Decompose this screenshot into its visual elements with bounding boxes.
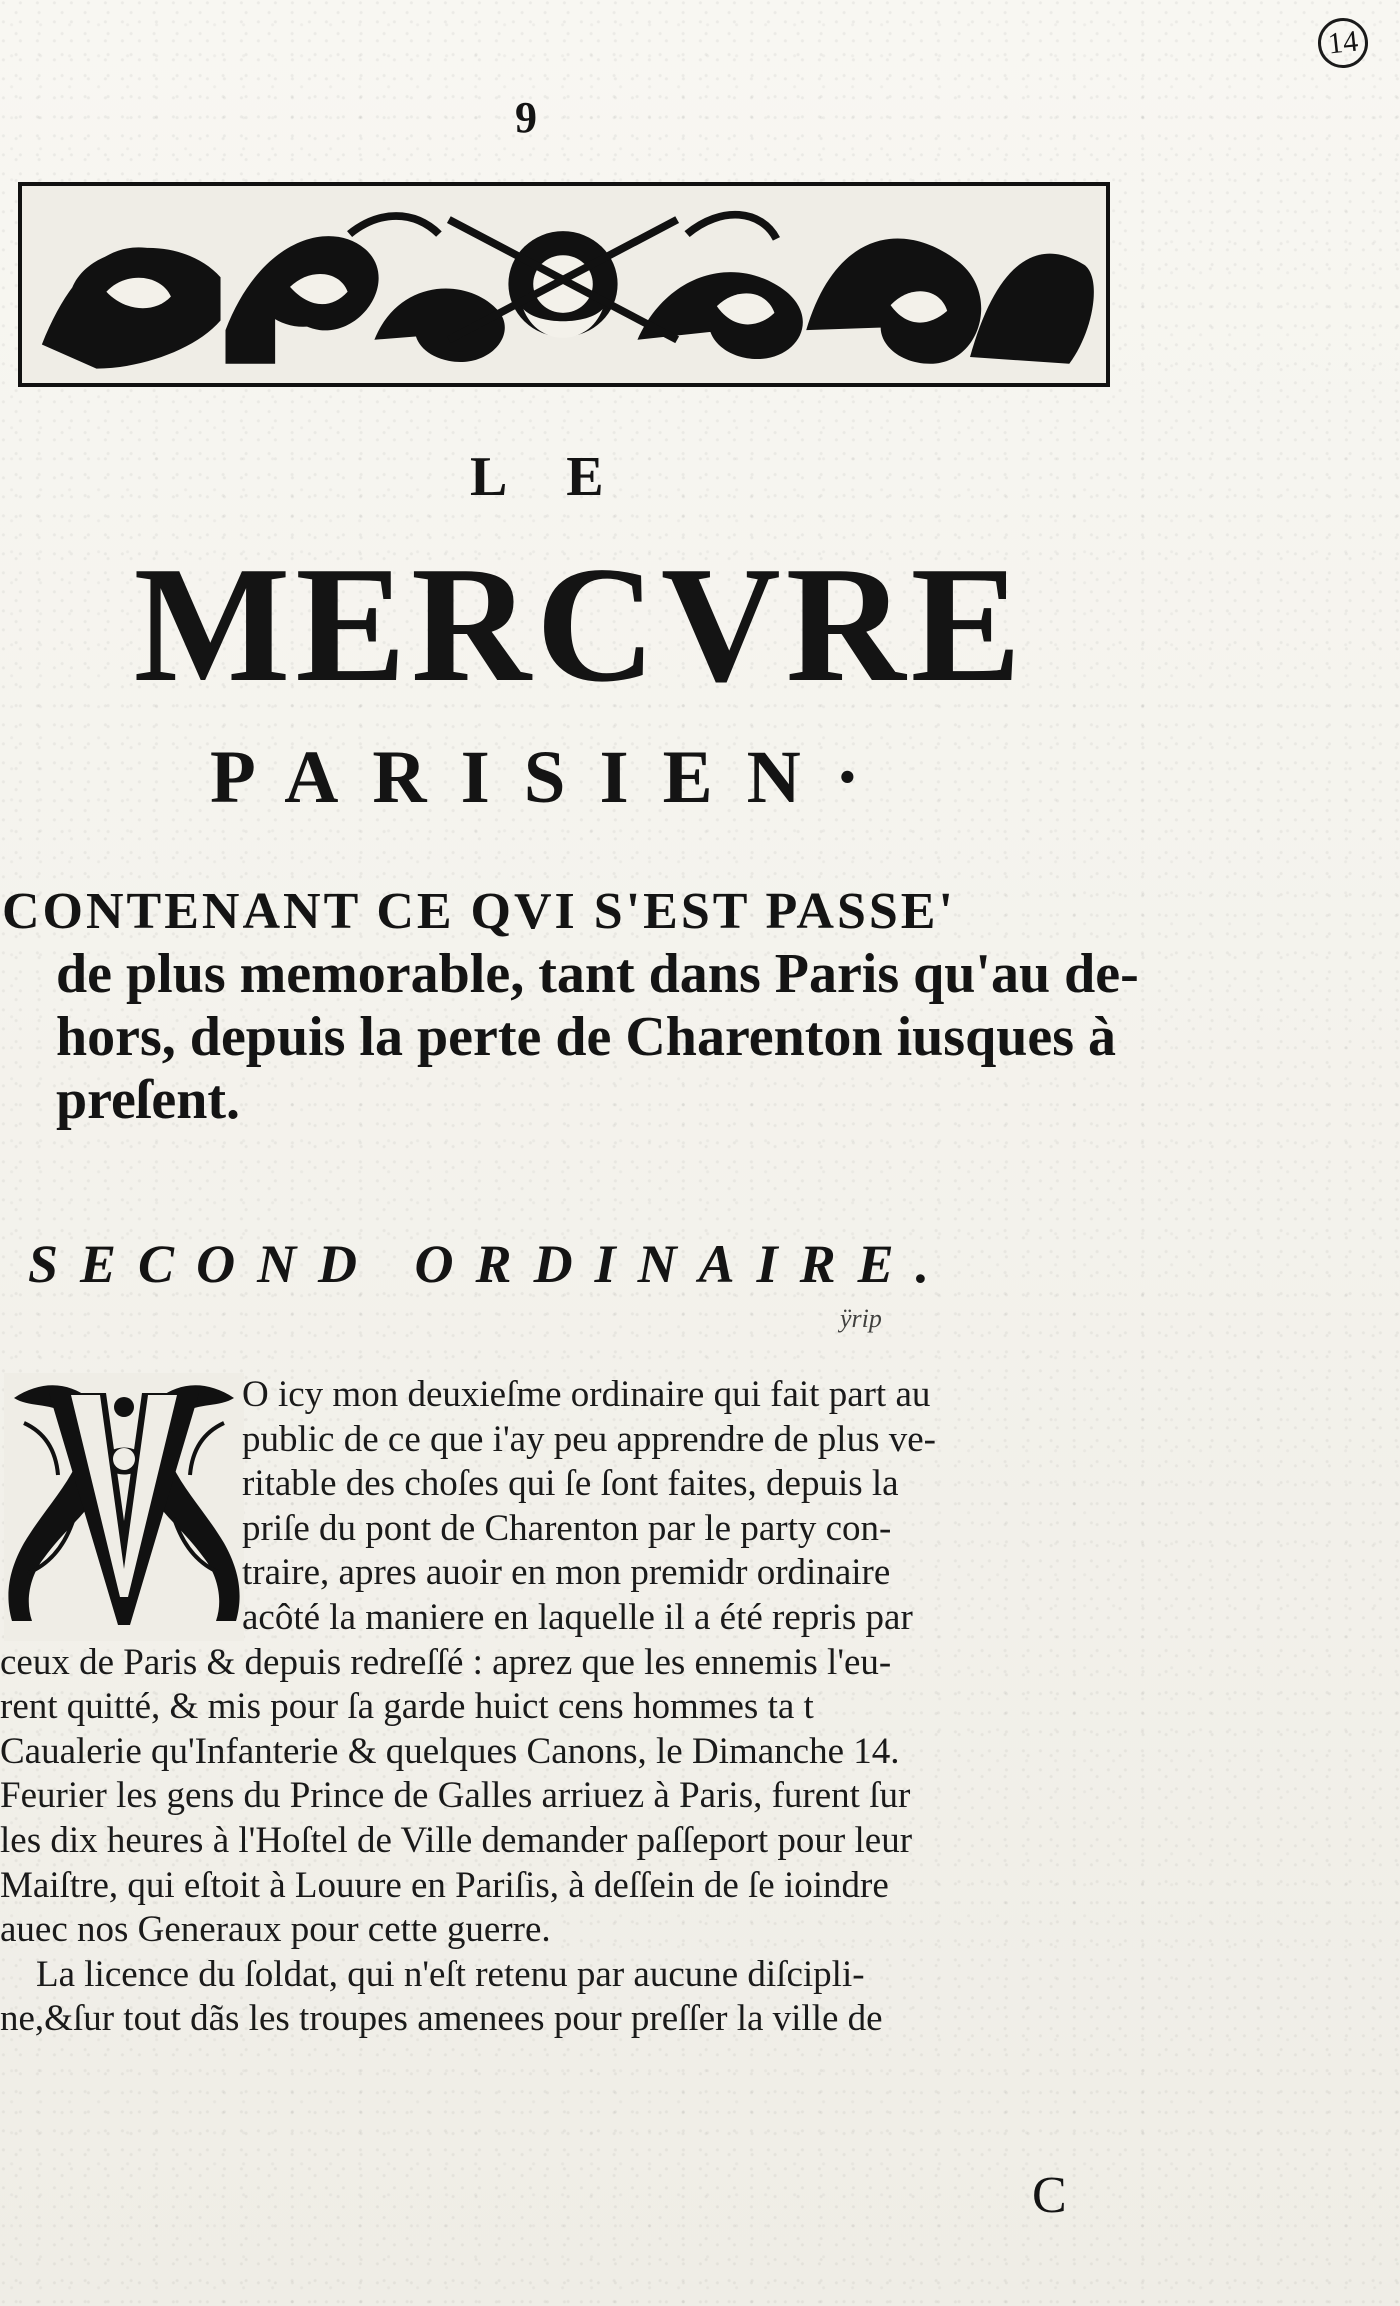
summary-line: de plus memorable, tant dans Paris qu'au de- (56, 943, 1139, 1005)
body-line: acôté la maniere en laquelle il a été repris par (242, 1596, 913, 1638)
page-number: 9 (515, 93, 537, 142)
body-line: traire, apres auoir en mon premidr ordinaire (242, 1552, 891, 1594)
body-line: Feurier les gens du Prince de Galles arriuez à Paris, furent ſur (0, 1775, 911, 1817)
body-line: public de ce que i'ay peu apprendre de plus ve- (242, 1418, 936, 1460)
body-line: O icy mon deuxieſme ordinaire qui fait part au (242, 1374, 931, 1415)
body-line: Maiſtre, qui eſtoit à Louure en Pariſis, à deſſein de ſe ioindre (0, 1864, 889, 1906)
main-title: MERCVRE (133, 532, 1027, 716)
body-line: auec nos Generaux pour cette guerre. (0, 1909, 551, 1951)
summary-line: preſent. (56, 1069, 241, 1131)
title-prefix: L E (470, 446, 628, 508)
body-line: ne,&ſur tout dãs les troupes amenees pour preſſer la ville de (0, 1998, 883, 2040)
body-text (0, 1373, 1170, 2042)
body-line: ritable des choſes qui ſe ſont faites, depuis la (242, 1463, 899, 1505)
body-line: Caualerie qu'Infanterie & quelques Canons, le Dimanche 14. (0, 1730, 900, 1772)
summary-line: hors, depuis la perte de Charenton iusques à (56, 1006, 1117, 1068)
body-line: les dix heures à l'Hoſtel de Ville demander paſſeport pour leur (0, 1819, 913, 1861)
body-line: rent quitté, & mis pour ſa garde huict cens hommes ta t (0, 1686, 814, 1728)
body-line: La licence du ſoldat, qui n'eſt retenu par aucune diſcipli- (36, 1953, 865, 1995)
corner-page-mark: 14 (1316, 16, 1371, 71)
section-heading: SECOND ORDINAIRE. (28, 1234, 952, 1294)
section-fragment: ÿrip (840, 1304, 882, 1333)
ornamental-headpiece (18, 182, 1110, 387)
body-line: ceux de Paris & depuis redreſſé : aprez que les ennemis l'eu- (0, 1641, 892, 1683)
summary-block (2, 880, 1162, 1132)
page-signature: C (1032, 2167, 1067, 2224)
body-line: priſe du pont de Charenton par le party con- (242, 1507, 892, 1549)
summary-line: CONTENANT CE QVI S'EST PASSE' (2, 883, 956, 940)
subtitle: PARISIEN· (210, 736, 894, 819)
